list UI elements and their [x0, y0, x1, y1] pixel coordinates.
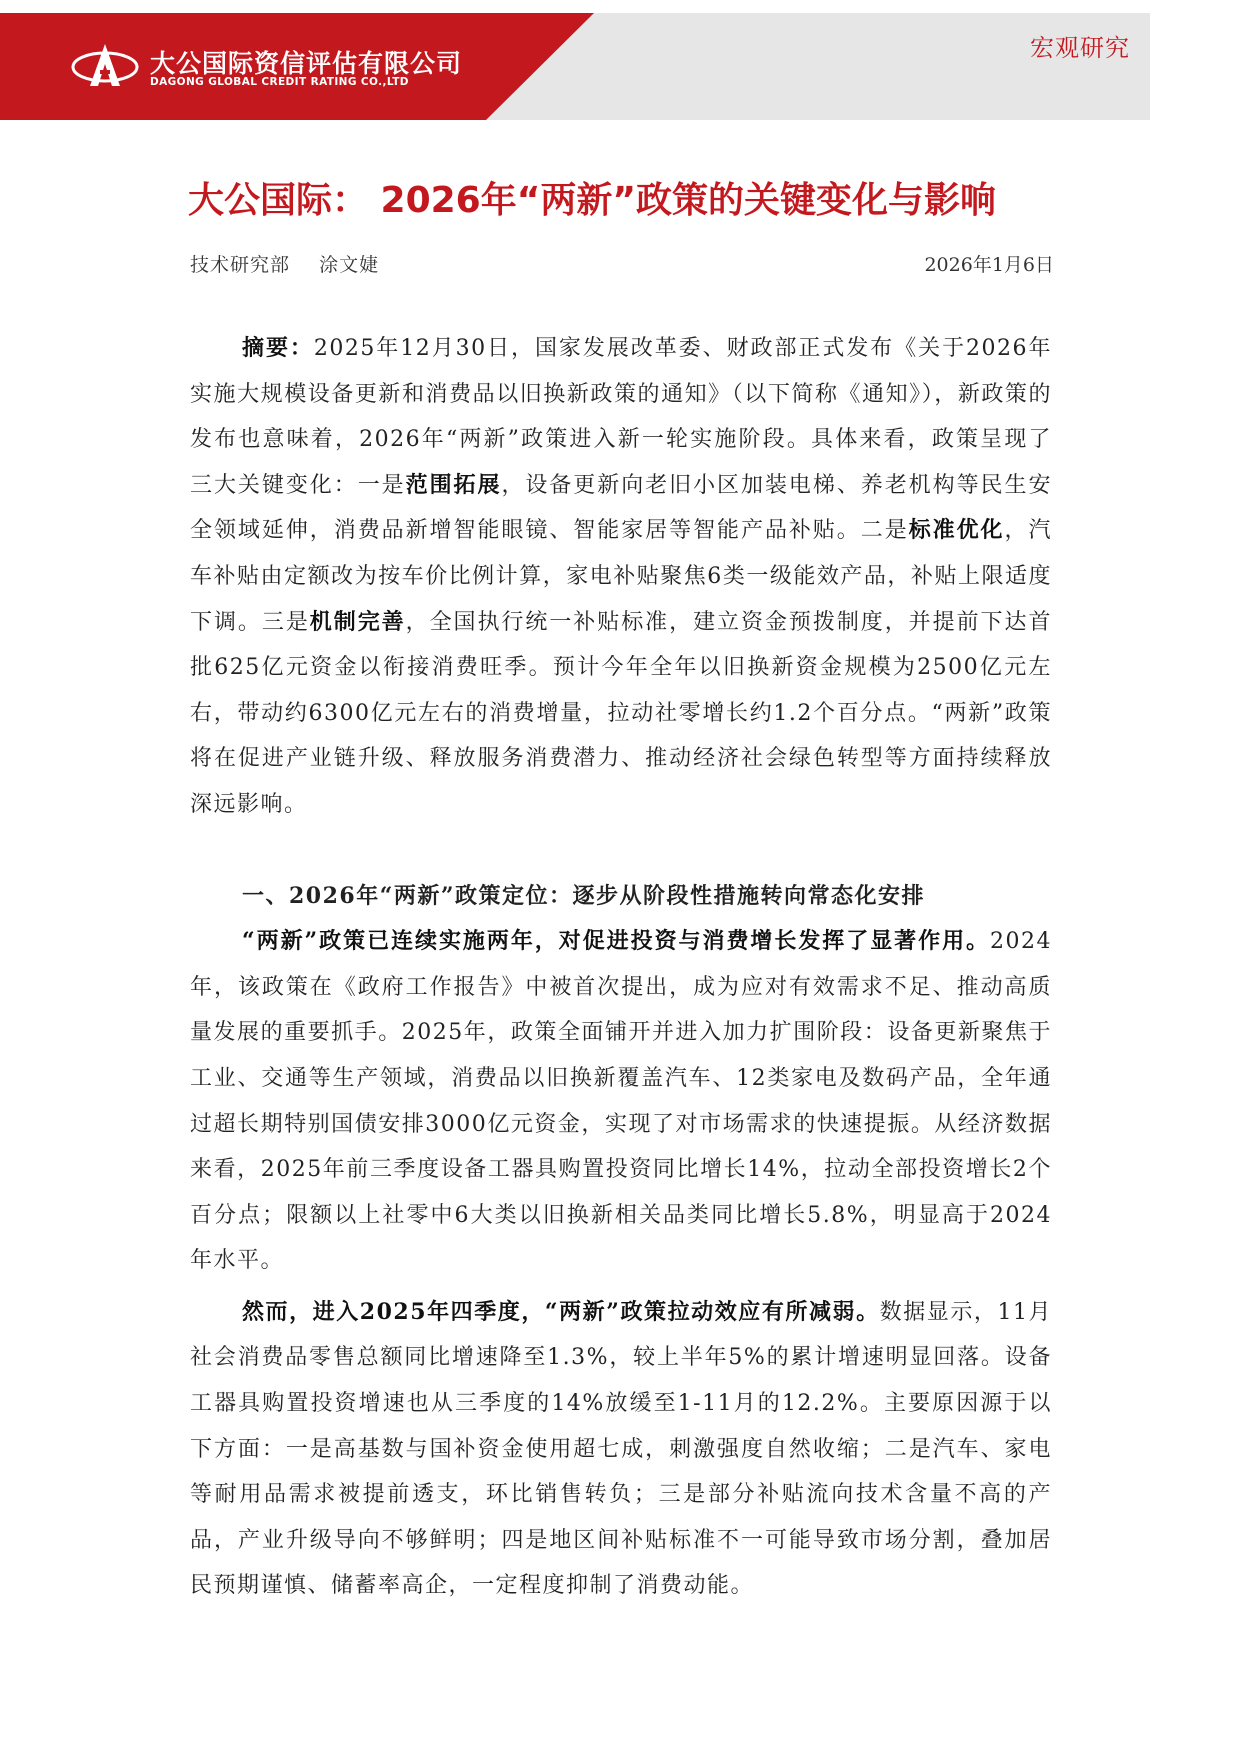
- byline: [190, 250, 401, 277]
- paragraph-1-lead: “两新”政策已连续实施两年，对促进投资与消费增长发挥了显著作用。: [242, 928, 990, 955]
- company-name-en: DAGONG GLOBAL CREDIT RATING CO.,LTD: [150, 76, 409, 88]
- abstract-text-4: ，全国执行统一补贴标准，建立资金预拨制度，并提前下达首批625亿元资金以衔接消费旺季。预计今年全年以旧换新资金规模为2500亿元左右，带动约6300亿元左右的消费增量，拉动社零增长约1.2个百分点。“两新”政策将在促进产业链升级、释放服务消费潜力、推动经济社会绿色转型等方面持续释放深远影响。: [190, 609, 1052, 817]
- abstract-paragraph: [190, 326, 1052, 828]
- paragraph-1-text: 2024年，该政策在《政府工作报告》中被首次提出，成为应对有效需求不足、推动高质量发展的重要抓手。2025年，政策全面铺开并进入加力扩围阶段：设备更新聚焦于工业、交通等生产领域，消费品以旧换新覆盖汽车、12类家电及数码产品，全年通过超长期特别国债安排3000亿元资金，实现了对市场需求的快速提振。从经济数据来看，2025年前三季度设备工器具购置投资同比增长14%，拉动全部投资增长2个百分点；限额以上社零中6大类以旧换新相关品类同比增长5.8%，明显高于2024年水平。: [190, 929, 1052, 1274]
- department: 技术研究部: [190, 254, 291, 276]
- abstract-bold-3: 机制完善: [309, 608, 406, 635]
- section-paragraph-2: [190, 1290, 1052, 1609]
- author: 涂文婕: [319, 254, 380, 276]
- section-tag: 宏观研究: [1030, 34, 1130, 62]
- paragraph-2-text: 数据显示，11月社会消费品零售总额同比增速降至1.3%，较上半年5%的累计增速明显回落。设备工器具购置投资增速也从三季度的14%放缓至1-11月的12.2%。主要原因源于以下方面：一是高基数与国补资金使用超七成，刺激强度自然收缩；二是汽车、家电等耐用品需求被提前透支，环比销售转负；三是部分补贴流向技术含量不高的产品，产业升级导向不够鲜明；四是地区间补贴标准不一可能导致市场分割，叠加居民预期谨慎、储蓄率高企，一定程度抑制了消费动能。: [190, 1299, 1053, 1599]
- company-logo-icon: [70, 42, 140, 88]
- company-name-cn: 大公国际资信评估有限公司: [150, 49, 463, 78]
- abstract-bold-2: 标准优化: [908, 517, 1005, 544]
- abstract-label: 摘要：: [242, 335, 314, 361]
- abstract-text-3: ，汽车补贴由定额改为按车价比例计算，家电补贴聚焦6类一级能效产品，补贴上限适度下调。三是: [190, 518, 1052, 635]
- article-body: [190, 326, 1052, 1609]
- section-paragraph-1: [190, 919, 1052, 1284]
- abstract-text-1: 2025年12月30日，国家发展改革委、财政部正式发布《关于2026年实施大规模设备更新和消费品以旧换新政策的通知》（以下简称《通知》），新政策的发布也意味着，2026年“两新”政策进入新一轮实施阶段。具体来看，政策呈现了三大关键变化：一是: [190, 336, 1052, 498]
- section-heading: 一、2026年“两新”政策定位：逐步从阶段性措施转向常态化安排: [242, 882, 926, 909]
- publish-date: 2026年1月6日: [924, 254, 1054, 276]
- abstract-bold-1: 范围拓展: [405, 471, 502, 498]
- page-title: 大公国际： 2026年“两新”政策的关键变化与影响: [188, 180, 997, 221]
- abstract-text-2: ，设备更新向老旧小区加装电梯、养老机构等民生安全领域延伸，消费品新增智能眼镜、智能家居等智能产品补贴。二是: [190, 472, 1052, 544]
- paragraph-2-lead: 然而，进入2025年四季度，“两新”政策拉动效应有所减弱。: [242, 1298, 880, 1325]
